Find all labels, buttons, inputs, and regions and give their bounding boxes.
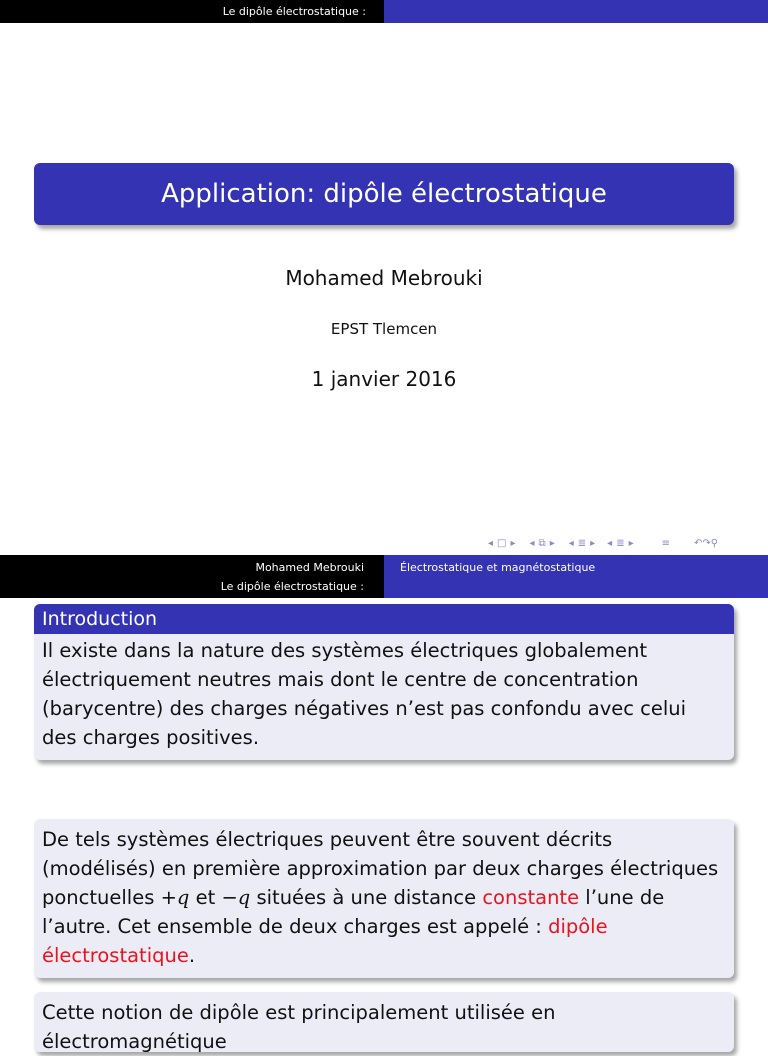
nav-frame-icon[interactable]: □ xyxy=(497,537,507,549)
nav-next-subsection-icon[interactable]: ▸ xyxy=(549,537,555,549)
nav-section-icon[interactable]: ≣ xyxy=(577,537,587,549)
usage-block xyxy=(34,992,734,1052)
usage-text: Cette notion de dipôle est principalement utilisée en électromagnétique xyxy=(42,1001,556,1053)
slide1-header-section: Le dipôle électrostatique : xyxy=(0,0,384,23)
navigation-symbols: ◂ □ ▸ ◂ ⧉ ▸ ◂ ≣ ▸ ◂ ≣ ▸ ≡ ↶↷⚲ xyxy=(488,537,719,549)
charge-q-symbol: q xyxy=(176,886,190,909)
slide-title: Application: dipôle électrostatique xyxy=(34,163,734,225)
slide2-header-right xyxy=(384,555,768,598)
nav-search-icon[interactable]: ↶↷⚲ xyxy=(694,537,719,549)
header-author: Mohamed Mebrouki xyxy=(255,561,364,574)
introduction-text: Il existe dans la nature des systèmes électriques globalement électriquement neutres mais dont le centre de concentration (barycentre) des charges négatives n’est pas confondu avec celui des charges positives. xyxy=(42,639,687,749)
slide1-header-blank xyxy=(384,0,768,23)
slide2-header-bar xyxy=(0,555,768,598)
header-course: Électrostatique et magnétostatique xyxy=(400,561,596,574)
header-section: Le dipôle électrostatique : xyxy=(220,580,364,593)
slide1-header-bar xyxy=(0,0,768,23)
date: 1 janvier 2016 xyxy=(311,367,457,391)
introduction-block xyxy=(34,604,734,760)
block-title: Introduction xyxy=(34,604,734,634)
slide2-header-left xyxy=(0,555,384,598)
author-name: Mohamed Mebrouki xyxy=(285,266,483,290)
nav-next-frame-icon[interactable]: ▸ xyxy=(510,537,516,549)
institute: EPST Tlemcen xyxy=(330,320,438,338)
highlight-dipole: dipôle électrostatique xyxy=(42,915,608,967)
nav-align-icon[interactable]: ≡ xyxy=(661,537,671,549)
charge-q-symbol: q xyxy=(237,886,251,909)
nav-prev-frame-icon[interactable]: ◂ xyxy=(488,537,494,549)
nav-subsection-icon[interactable]: ⧉ xyxy=(538,537,546,549)
nav-prev-subsection-icon[interactable]: ◂ xyxy=(529,537,535,549)
nav-next-section-icon[interactable]: ▸ xyxy=(590,537,596,549)
nav-prev-section-icon[interactable]: ◂ xyxy=(568,537,574,549)
dipole-definition-block: De tels systèmes électriques peuvent être souvent décrits (modélisés) en première approximation par deux charges électriques ponctuelles +q et −q situées à une distance constante l’une de l’autre. Cet ensemble de deux charges est appelé : dipôle électrostatique. xyxy=(34,819,734,978)
highlight-constant: constante xyxy=(482,886,580,909)
